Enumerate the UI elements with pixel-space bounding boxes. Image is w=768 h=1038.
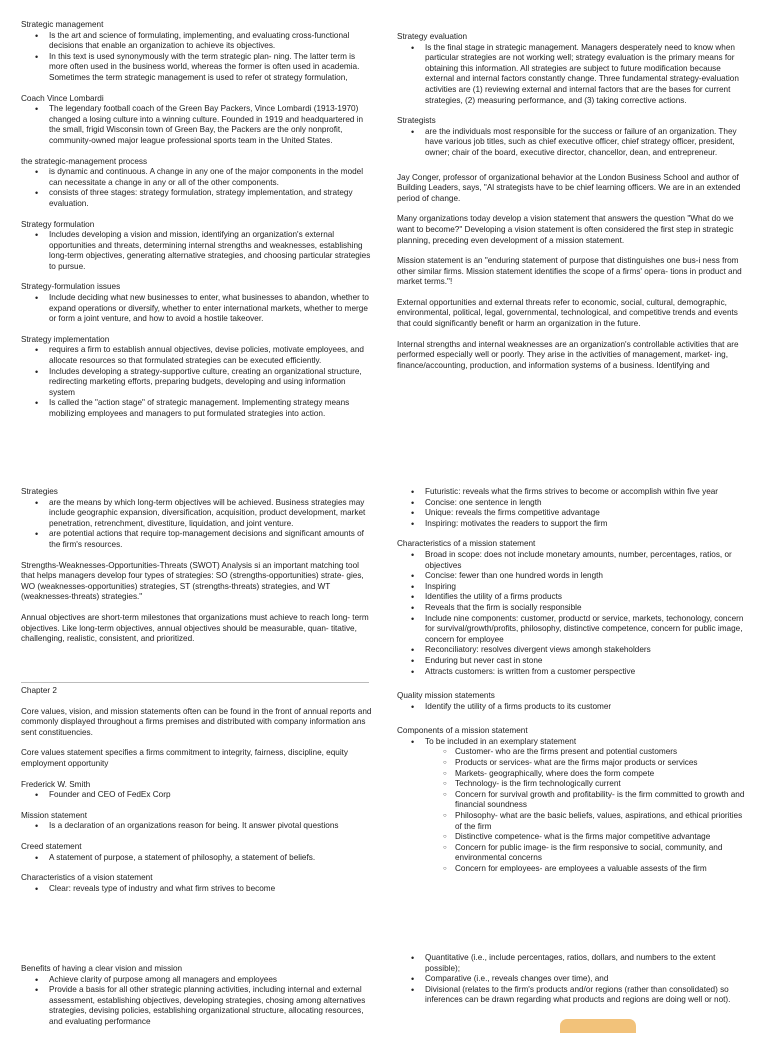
section-heading: Strategy implementation xyxy=(21,334,110,344)
section-heading: Strategies xyxy=(21,487,58,496)
page-3-left-column xyxy=(21,964,373,1038)
bullet-item: • Inspiring xyxy=(425,582,747,593)
section-quality-mission-statements xyxy=(397,691,747,712)
page-1-left-column xyxy=(21,20,373,430)
bullet-item: • Founder and CEO of FedEx Corp xyxy=(49,790,373,801)
bullet-item: • Achieve clarity of purpose among all managers and employees xyxy=(49,975,373,986)
section-vision-characteristics xyxy=(21,873,373,894)
sub-bullet-item: ○ Markets- geographically, where does the form compete xyxy=(455,769,747,780)
paragraph: Internal strengths and internal weaknesses are an organization's controllable activities that are performed especially well or poorly. They arise in the activities of management, market- ing, finance/accounting, production, and information systems of a business. Identifying and xyxy=(397,339,739,370)
sub-bullet-item: ○ Customer- who are the firms present and potential customers xyxy=(455,747,747,758)
bullet-item xyxy=(425,737,747,875)
section-heading: Characteristics of a mission statement xyxy=(397,539,536,549)
page-2-left-column xyxy=(21,487,373,655)
section-strategy-evaluation xyxy=(397,32,747,106)
section-heading: Components of a mission statement xyxy=(397,726,528,736)
bullet-item: • Include nine components: customer, productd or service, markets, techonology, concern for survival/growth/profits, philosophy, distinctive competence, concern for public image, concern for employee xyxy=(425,614,747,646)
paragraph: Core values, vision, and mission statements often can be found in the front of annual reports and commonly displayed throughout a firms premises and distributed with company information ans sent constituencies. xyxy=(21,706,372,737)
sub-bullet-item: ○ Philosophy- what are the basic beliefs, values, aspirations, and ethical priorities of the firm xyxy=(455,811,747,832)
bullet-item: • Is called the "action stage" of strategic management. Implementing strategy means mobilizing employees and managers to put formulated strategies into action. xyxy=(49,398,373,419)
paragraph: Jay Conger, professor of organizational behavior at the London Business School and author of Building Leaders, says, "Al strategists have to be chief learning officers. We are in an extended period of change. xyxy=(397,172,741,203)
section-heading: Frederick W. Smith xyxy=(21,779,91,789)
bullet-item: • Identify the utility of a firms products to its customer xyxy=(425,702,747,713)
bullet-item: • Broad in scope: does not include monetary amounts, number, percentages, ratios, or objectives xyxy=(425,550,747,571)
sub-bullet-item: ○ Concern for public image- is the firm responsive to social, community, and environmental concerns xyxy=(455,843,747,864)
bullet-item: • are the means by which long-term objectives will be achieved. Business strategies may include geographic expansion, diversification, acquisition, product development, market penetration, retrenchment, divestiture, liquidation, and joint venture. xyxy=(49,498,373,530)
sub-bullet-item: ○ Products or services- what are the firms major products or services xyxy=(455,758,747,769)
chapter-title: Chapter 2 xyxy=(21,686,57,695)
bullet-item: • Quantitative (i.e., include percentages, ratios, dollars, and numbers to the extent possible); xyxy=(425,953,747,974)
section-strategy-formulation xyxy=(21,220,373,273)
sub-bullet-item: ○ Technology- is the firm technologically current xyxy=(455,779,747,790)
scroll-badge[interactable] xyxy=(560,1019,636,1033)
section-heading: Quality mission statements xyxy=(397,691,495,701)
section-heading: the strategic-management process xyxy=(21,156,148,166)
bullet-item: • Futuristic: reveals what the firms strives to become or accomplish within five year xyxy=(425,487,747,498)
section-mission-characteristics xyxy=(397,539,747,677)
section-strategic-management-process xyxy=(21,157,373,210)
paragraph: Annual objectives are short-term milestones that organizations must achieve to reach long- term objectives. Like long-term objectives, annual objectives should be measurable, quan- titative, challenging, realistic, consistent, and prioritized. xyxy=(21,612,369,644)
bullet-item: • Comparative (i.e., reveals changes over time), and xyxy=(425,974,747,985)
bullet-item: • Clear: reveals type of industry and what firm strives to become xyxy=(49,884,373,895)
section-benefits-vision-mission xyxy=(21,964,373,1028)
section-heading: Strategy formulation xyxy=(21,219,95,229)
bullet-item: • Attracts customers: is written from a customer perspective xyxy=(425,667,747,678)
section-heading: Creed statement xyxy=(21,841,82,851)
bullet-item-text: To be included in an exemplary statement xyxy=(425,736,577,746)
section-heading: Strategy-formulation issues xyxy=(21,282,121,292)
paragraph: External opportunities and external threats refer to economic, social, cultural, demographic, environmental, political, legal, governmental, technological, and competitive trends and events that could significantly benefit or harm an organization in the future. xyxy=(397,297,738,329)
section-heading: Strategic management xyxy=(21,20,104,29)
bullet-item: • Unique: reveals the firms competitive advantage xyxy=(425,508,747,519)
bullet-item: • Includes developing a vision and mission, identifying an organization's external opportunities and threats, determining internal strengths and weaknesses, establishing long-term objectives, generating alternative strategies, and choosing particular strategies to pursue. xyxy=(49,230,373,272)
bullet-item: • Concise: one sentence in length xyxy=(425,498,747,509)
bullet-item: • Divisional (relates to the firm's products and/or regions (rather than consolidated) so inferences can be drawn regarding what products and regions are doing well or not). xyxy=(425,985,747,1006)
bullet-item: • The legendary football coach of the Green Bay Packers, Vince Lombardi (1913-1970) changed a losing culture into a winning culture. Founded in 1919 and headquartered in the small, frigid Wisconsin town of Green Bay, the Packers are the only nonprofit, community-owned major league professional sports team in the United States. xyxy=(49,104,373,146)
section-strategic-management xyxy=(21,20,373,84)
sub-bullet-item: ○ Concern for survival growth and profitability- is the firm committed to growth and financial soundness xyxy=(455,790,747,811)
bullet-item: • A statement of purpose, a statement of philosophy, a statement of beliefs. xyxy=(49,853,373,864)
paragraph: Strengths-Weaknesses-Opportunities-Threats (SWOT) Analysis si an important matching tool that helps managers develop four types of strategies: SO (strengths-opportunities) strate- gies, WO (weaknesses-opportunities) strategies, ST (strengths-threats) strategies, and WT (weaknesses-threats) strategies." xyxy=(21,560,364,602)
bullet-item: • Provide a basis for all other strategic planning activities, including internal and external assessment, establishing objectives, developing strategies, chosing among alternatives strategies, devising policies, establishing organizational structure, allocating resources, and evaluating performance xyxy=(49,985,373,1027)
section-coach-vince-lombardi xyxy=(21,94,373,147)
section-heading: Coach Vince Lombardi xyxy=(21,93,104,103)
page-3-right-column xyxy=(397,953,747,1006)
bullet-item: • Concise: fewer than one hundred words in length xyxy=(425,571,747,582)
bullet-item: • Inspiring: motivates the readers to support the firm xyxy=(425,519,747,530)
section-heading: Strategy evaluation xyxy=(397,32,468,41)
bullet-item: • Identifies the utility of a firms products xyxy=(425,592,747,603)
section-heading: Strategists xyxy=(397,116,436,126)
section-frederick-w-smith xyxy=(21,780,373,801)
bullet-item: • Is the art and science of formulating, implementing, and evaluating cross-functional decisions that enable an organization to achieve its objectives. xyxy=(49,31,373,52)
bullet-item: • Reveals that the firm is socially responsible xyxy=(425,603,747,614)
section-vision-characteristics-cont xyxy=(397,487,747,529)
section-mission-statement xyxy=(21,811,373,832)
bullet-item: • consists of three stages: strategy formulation, strategy implementation, and strategy evaluation. xyxy=(49,188,373,209)
section-strategy-implementation xyxy=(21,335,373,420)
section-heading: Mission statement xyxy=(21,810,87,820)
page-1-right-column xyxy=(397,32,747,381)
section-heading: Benefits of having a clear vision and mission xyxy=(21,964,183,973)
section-heading: Characteristics of a vision statement xyxy=(21,873,153,883)
bullet-item: • Enduring but never cast in stone xyxy=(425,656,747,667)
sub-bullet-item: ○ Concern for employees- are employees a valuable assests of the firm xyxy=(455,864,747,875)
divider xyxy=(21,682,369,683)
bullet-item: • are the individuals most responsible for the success or failure of an organization. They have various job titles, such as chief executive officer, chief strategy officer, president, owner; chair of the board, executive director, chancellor, dean, and entrepreneur. xyxy=(425,127,747,159)
bullet-item: • is dynamic and continuous. A change in any one of the major components in the model can necessitate a change in any or all of the other components. xyxy=(49,167,373,188)
section-mission-components xyxy=(397,726,747,874)
paragraph: Many organizations today develop a vision statement that answers the question "What do we want to become?" Developing a vision statement is often considered the first step in strategic planning, preceding even development of a mission statement. xyxy=(397,214,734,245)
bullet-item: • Is a declaration of an organizations reason for being. It answer pivotal questions xyxy=(49,821,373,832)
section-strategies xyxy=(21,487,373,551)
bullet-item: • Includes developing a strategy-supportive culture, creating an organizational structure, redirecting marketing efforts, preparing budgets, developing and using information system xyxy=(49,367,373,399)
section-strategists xyxy=(397,116,747,158)
section-creed-statement xyxy=(21,842,373,863)
paragraph: Mission statement is an "enduring statement of purpose that distinguishes one bus-i ness from other similar firms. Mission statement identifies the scope of a firms' opera- tions in product and market terms."! xyxy=(397,256,742,287)
page-2-right-column xyxy=(397,487,747,885)
bullet-item: • In this text is used synonymously with the term strategic plan- ning. The latter term is more often used in the business world, whereas the former is often used in academia. Sometimes the term strategic management is used to refer ot strategy formulation, xyxy=(49,52,373,84)
paragraph: Core values statement specifies a firms commitment to integrity, fairness, discipline, equity employment opportunity xyxy=(21,748,349,768)
section-strategy-formulation-issues xyxy=(21,282,373,324)
bullet-item: • Reconciliatory: resolves divergent views amongh stakeholders xyxy=(425,645,747,656)
bullet-item: • are potential actions that require top-management decisions and significant amounts of the firm's resources. xyxy=(49,529,373,550)
bullet-item: • Include deciding what new businesses to enter, what businesses to abandon, whether to expand operations or diversify, whether to enter international markets, whether to merge or form a joint venture, and how to avoid a hostile takeover. xyxy=(49,293,373,325)
bullet-item: • Is the final stage in strategic management. Managers desperately need to know when particular strategies are not working well; strategy evaluation is the primary means for obtaining this information. All strategies are subject to future modification because external and internal factors constantly change. Three fundamental strategy-evaluation activities are (1) reviewing external and internal factors that are the bases for current strategies, (2) measuring performance, and (3) taking corrective actions. xyxy=(425,43,747,107)
sub-bullet-item: ○ Distinctive competence- what is the firms major competitive advantage xyxy=(455,832,747,843)
page-2-left-column-chapter-2 xyxy=(21,686,373,904)
bullet-item: • requires a firm to establish annual objectives, devise policies, motivate employees, and allocate resources so that formulated strategies can be executed efficiently. xyxy=(49,345,373,366)
